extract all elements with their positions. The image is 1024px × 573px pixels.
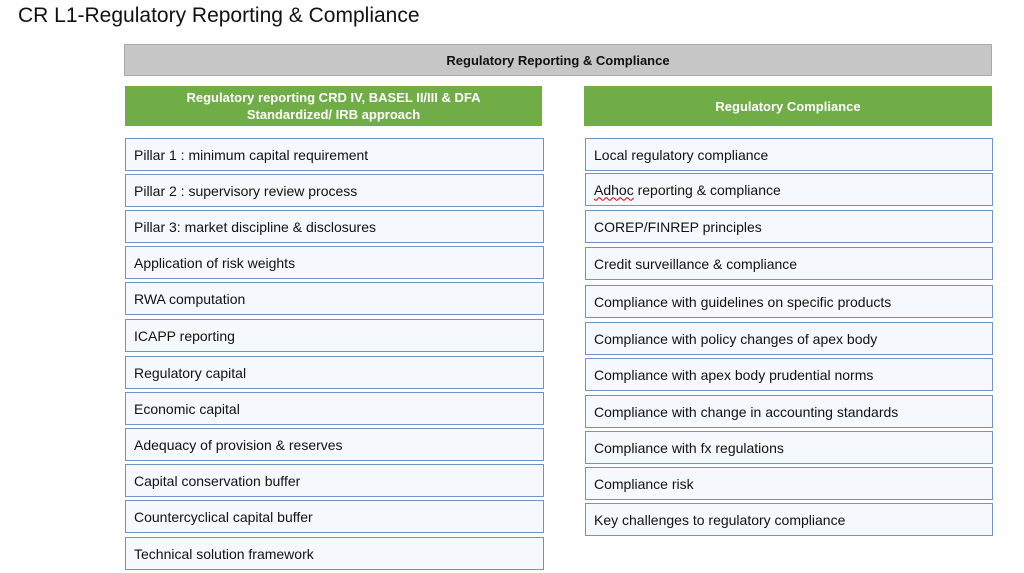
item-label: Pillar 1 : minimum capital requirement	[134, 146, 369, 163]
left-header-line1: Regulatory reporting CRD IV, BASEL II/III & DFA	[186, 90, 481, 105]
right-column-header	[584, 86, 992, 126]
top-banner	[124, 44, 992, 76]
item-label: Countercyclical capital buffer	[134, 508, 313, 525]
list-item	[125, 282, 544, 315]
list-item	[125, 174, 544, 207]
list-item	[125, 356, 544, 389]
item-label: Compliance with change in accounting standards	[594, 403, 899, 420]
item-label: Pillar 3: market discipline & disclosures	[134, 218, 376, 235]
item-label: Application of risk weights	[134, 254, 296, 271]
item-label: Compliance with apex body prudential norms	[594, 366, 874, 383]
list-item	[585, 467, 993, 500]
list-item	[585, 358, 993, 391]
left-column-header	[125, 86, 542, 126]
list-item	[125, 210, 544, 243]
item-label: Adhoc reporting & compliance	[594, 181, 781, 198]
list-item	[125, 428, 544, 461]
right-header-label: Regulatory Compliance	[715, 98, 861, 114]
item-label: Regulatory capital	[134, 364, 247, 381]
item-label: Compliance with fx regulations	[594, 439, 784, 456]
list-item	[125, 464, 544, 497]
list-item	[585, 503, 993, 536]
list-item	[585, 173, 993, 206]
list-item	[585, 395, 993, 428]
list-item	[125, 537, 544, 570]
item-label: ICAPP reporting	[134, 327, 235, 344]
item-label: RWA computation	[134, 290, 246, 307]
item-label: Local regulatory compliance	[594, 146, 769, 163]
list-item	[585, 210, 993, 243]
item-label: Compliance with policy changes of apex body	[594, 330, 878, 347]
list-item	[125, 138, 544, 171]
list-item	[585, 322, 993, 355]
item-label: Credit surveillance & compliance	[594, 255, 798, 272]
list-item	[125, 392, 544, 425]
item-label: Economic capital	[134, 400, 240, 417]
list-item	[585, 247, 993, 280]
list-item	[585, 285, 993, 318]
item-label: Compliance with guidelines on specific products	[594, 293, 892, 310]
item-label: Technical solution framework	[134, 545, 314, 562]
list-item	[125, 246, 544, 279]
list-item	[585, 138, 993, 171]
list-item	[125, 319, 544, 352]
left-header-line2: Standardized/ IRB approach	[246, 107, 421, 122]
item-label: Compliance risk	[594, 475, 694, 492]
list-item	[125, 500, 544, 533]
banner-label: Regulatory Reporting & Compliance	[446, 52, 670, 68]
item-label: Key challenges to regulatory compliance	[594, 511, 846, 528]
item-label: Pillar 2 : supervisory review process	[134, 182, 358, 199]
item-label: Capital conservation buffer	[134, 472, 301, 489]
item-label: Adequacy of provision & reserves	[134, 436, 343, 453]
list-item	[585, 431, 993, 464]
page-title: CR L1-Regulatory Reporting & Compliance	[18, 4, 420, 27]
item-label: COREP/FINREP principles	[594, 218, 762, 235]
